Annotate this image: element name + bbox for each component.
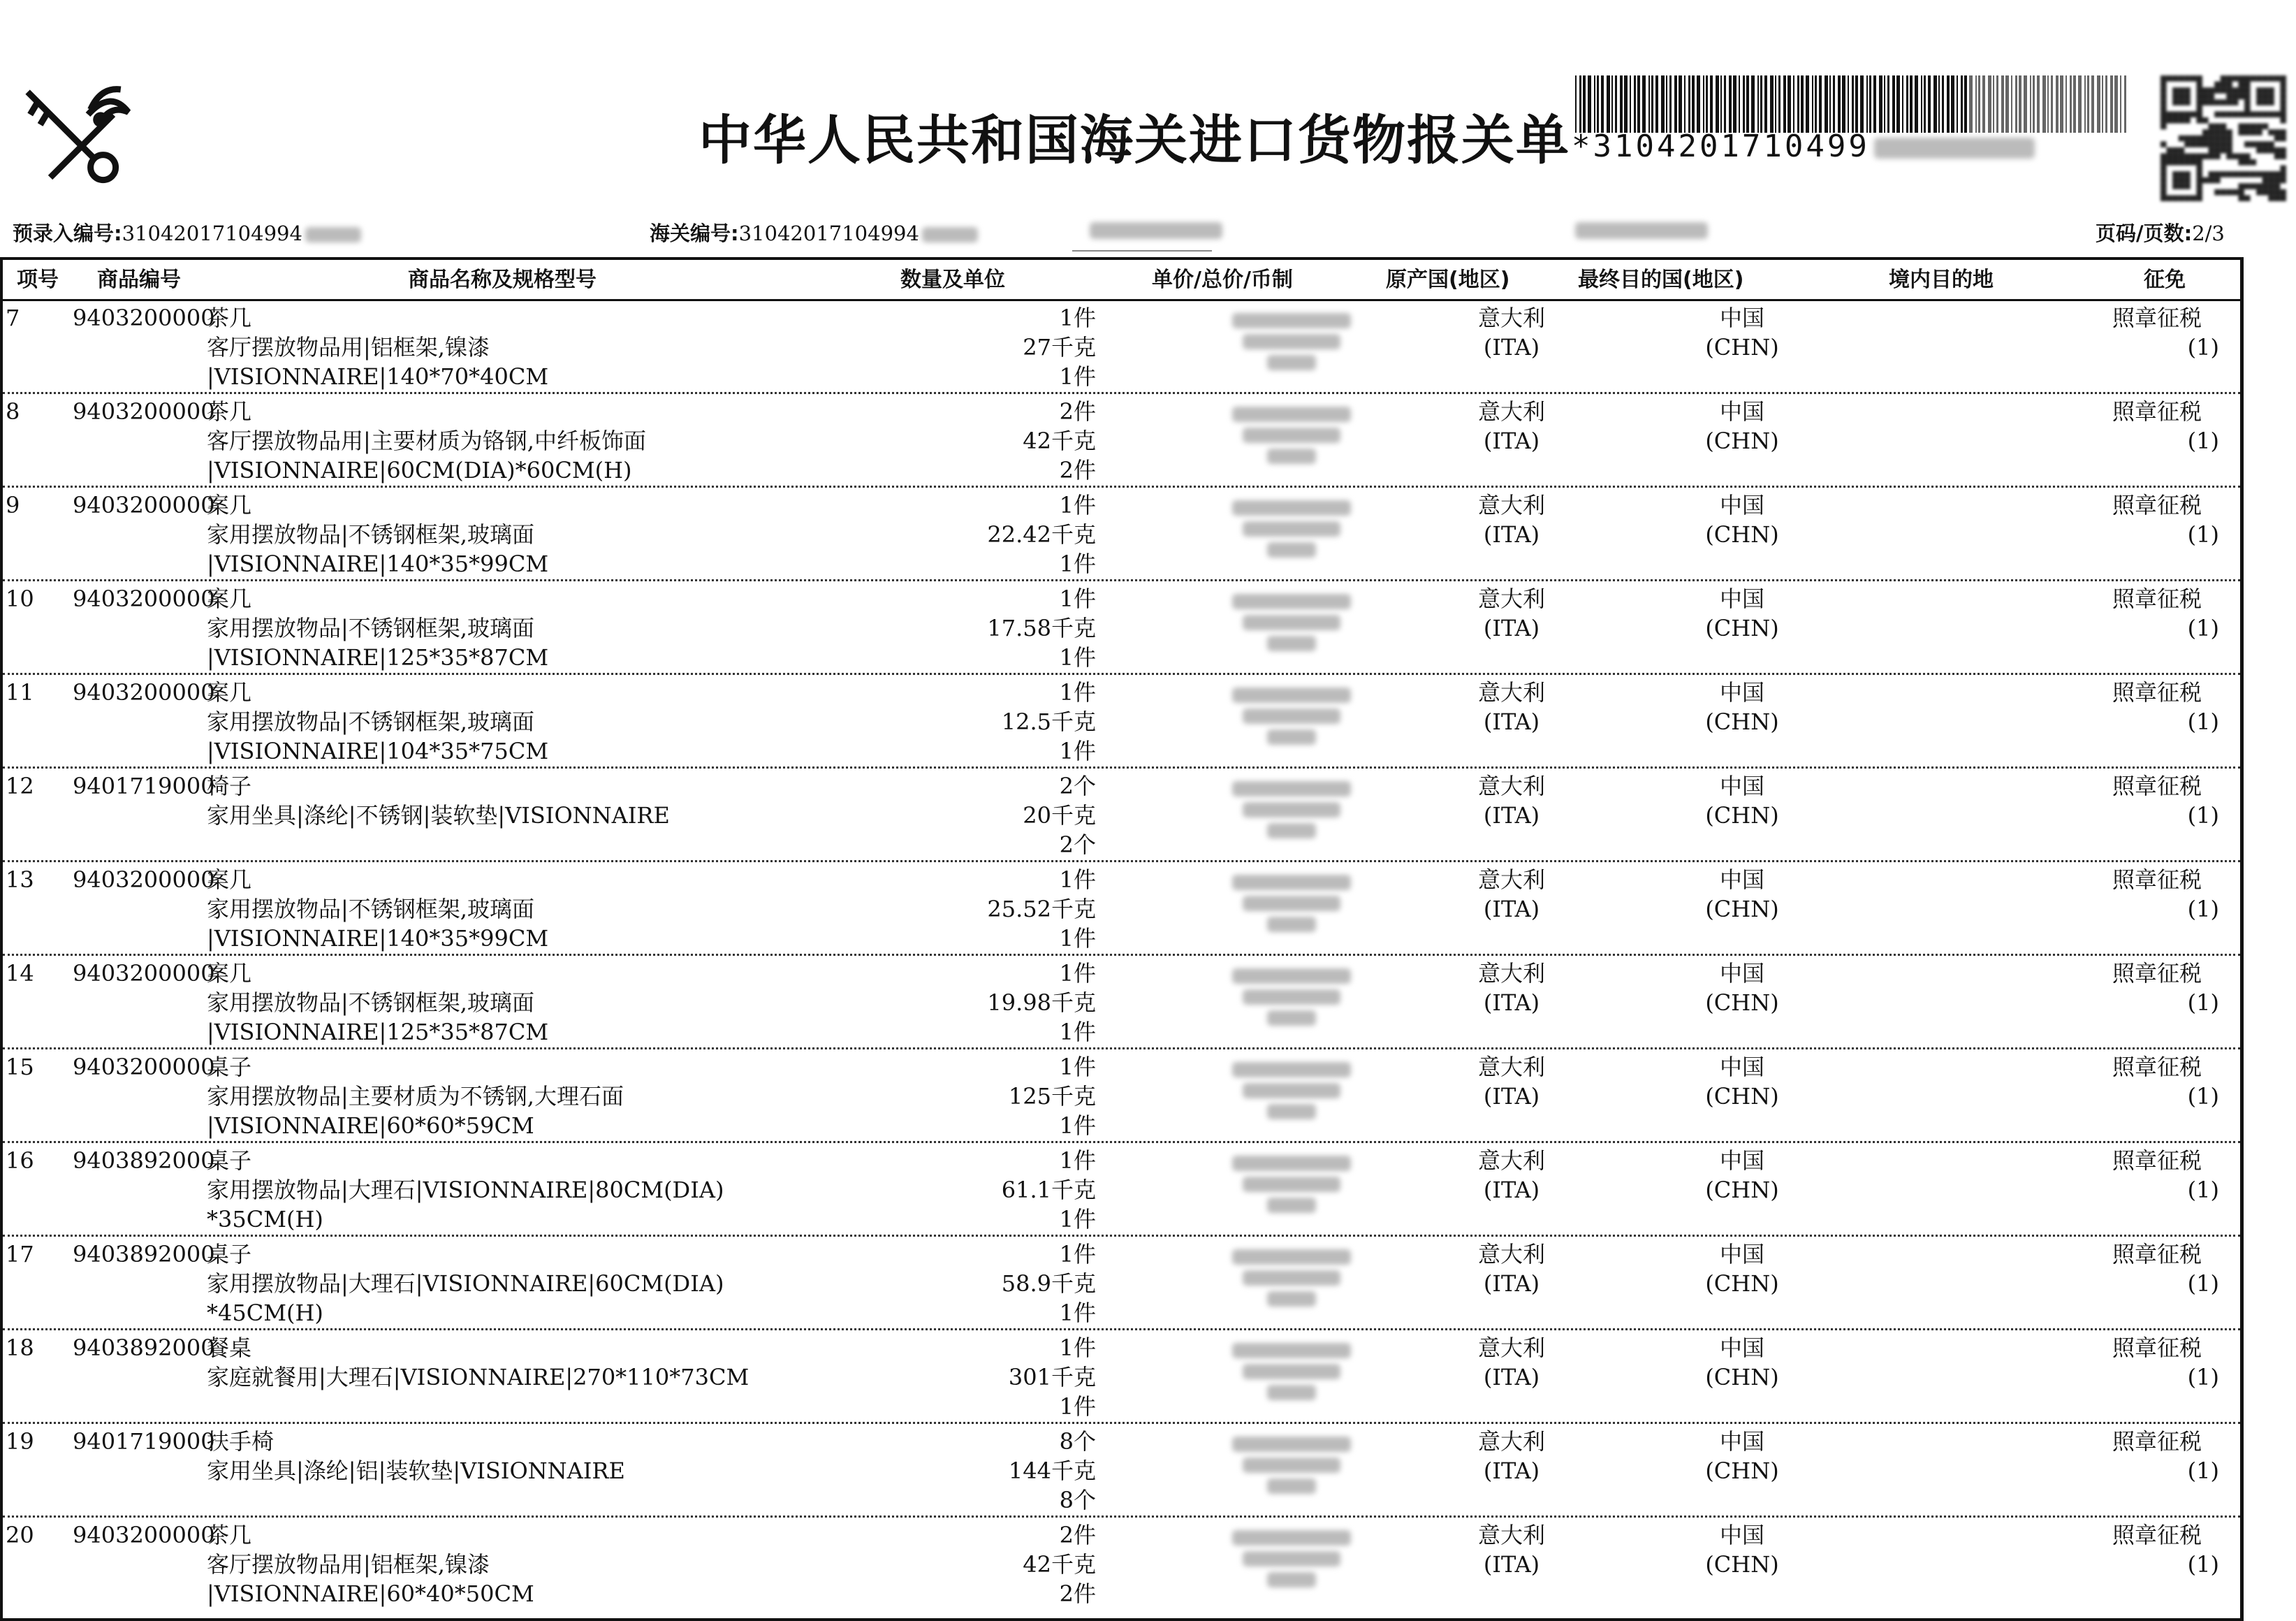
destination-country: 中国	[1719, 305, 1764, 331]
tax-code: (1)	[2187, 428, 2219, 454]
commodity-code: 9403200000	[73, 1522, 215, 1548]
redacted-price	[1211, 307, 1372, 370]
origin-country: 意大利	[1477, 866, 1545, 893]
page-indicator: 页码/页数:2/3	[2096, 221, 2225, 245]
tax-mode: 照章征税	[2112, 305, 2202, 331]
origin-code: (ITA)	[1483, 1083, 1540, 1110]
commodity-name: 案几	[207, 960, 252, 987]
commodity-code: 9401719000	[73, 1428, 215, 1455]
redacted-price	[1211, 682, 1372, 745]
tax-mode: 照章征税	[2112, 1054, 2202, 1080]
quantity-legal: 1件	[1059, 1300, 1096, 1326]
table-row	[3, 1330, 2240, 1424]
tax-code: (1)	[2187, 708, 2219, 735]
item-number: 9	[6, 492, 20, 518]
commodity-name: 椅子	[207, 773, 252, 799]
origin-code: (ITA)	[1483, 708, 1540, 735]
quantity-weight: 19.98千克	[987, 989, 1096, 1016]
quantity-declared: 1件	[1059, 1054, 1096, 1080]
origin-country: 意大利	[1477, 1241, 1545, 1267]
origin-code: (ITA)	[1483, 428, 1540, 454]
goods-table	[0, 257, 2244, 1621]
destination-code: (CHN)	[1705, 521, 1779, 548]
commodity-name: 扶手椅	[207, 1428, 275, 1455]
quantity-legal: 1件	[1059, 363, 1096, 390]
specification: 家用摆放物品|大理石|VISIONNAIRE|60CM(DIA)	[207, 1270, 724, 1297]
destination-country: 中国	[1719, 1054, 1764, 1080]
quantity-declared: 1件	[1059, 492, 1096, 518]
quantity-legal: 1件	[1059, 551, 1096, 577]
quantity-weight: 301千克	[1008, 1364, 1096, 1390]
header-destination: 最终目的国(地区)	[1578, 268, 1744, 292]
specification: 家用摆放物品|不锈钢框架,玻璃面	[207, 708, 534, 735]
origin-country: 意大利	[1477, 773, 1545, 799]
specification-cont: |VISIONNAIRE|140*35*99CM	[207, 551, 549, 577]
quantity-legal: 2件	[1059, 457, 1096, 484]
origin-country: 意大利	[1477, 1522, 1545, 1548]
table-row	[3, 1237, 2240, 1330]
redacted-price	[1211, 776, 1372, 838]
item-number: 7	[6, 305, 20, 331]
commodity-code: 9403200000	[73, 1054, 215, 1080]
redacted-price	[1211, 1244, 1372, 1307]
tax-code: (1)	[2187, 1551, 2219, 1578]
tax-code: (1)	[2187, 1364, 2219, 1390]
item-number: 19	[6, 1428, 34, 1455]
redacted-price	[1211, 588, 1372, 651]
commodity-code: 9403200000	[73, 492, 215, 518]
tax-mode: 照章征税	[2112, 960, 2202, 987]
quantity-weight: 42千克	[1023, 428, 1096, 454]
header-description: 商品名称及规格型号	[408, 268, 597, 292]
destination-country: 中国	[1719, 586, 1764, 612]
specification: 家用坐具|涤纶|铝|装软垫|VISIONNAIRE	[207, 1458, 625, 1484]
qr-code	[2160, 75, 2286, 201]
origin-code: (ITA)	[1483, 1458, 1540, 1484]
origin-country: 意大利	[1477, 1428, 1545, 1455]
destination-country: 中国	[1719, 1428, 1764, 1455]
tax-code: (1)	[2187, 896, 2219, 922]
specification: 家用摆放物品|不锈钢框架,玻璃面	[207, 896, 534, 922]
redacted-price	[1211, 1337, 1372, 1400]
tax-code: (1)	[2187, 989, 2219, 1016]
destination-code: (CHN)	[1705, 989, 1779, 1016]
tax-mode: 照章征税	[2112, 586, 2202, 612]
quantity-declared: 1件	[1059, 960, 1096, 987]
customs-number: 海关编号:31042017104994	[650, 218, 978, 247]
specification: 客厅摆放物品用|铝框架,镍漆	[207, 334, 490, 361]
quantity-legal: 1件	[1059, 1112, 1096, 1139]
redacted-price	[1211, 401, 1372, 464]
origin-code: (ITA)	[1483, 989, 1540, 1016]
destination-country: 中国	[1719, 866, 1764, 893]
origin-country: 意大利	[1477, 305, 1545, 331]
origin-code: (ITA)	[1483, 896, 1540, 922]
origin-country: 意大利	[1477, 960, 1545, 987]
table-header	[3, 260, 2240, 301]
quantity-declared: 2个	[1059, 773, 1096, 799]
commodity-code: 9403892000	[73, 1241, 215, 1267]
quantity-declared: 1件	[1059, 305, 1096, 331]
barcode	[1575, 75, 2127, 133]
origin-code: (ITA)	[1483, 1551, 1540, 1578]
destination-country: 中国	[1719, 1522, 1764, 1548]
redacted-port	[1090, 222, 1222, 239]
destination-country: 中国	[1719, 1147, 1764, 1174]
item-number: 10	[6, 586, 34, 612]
commodity-code: 9403892000	[73, 1335, 215, 1361]
destination-code: (CHN)	[1705, 1458, 1779, 1484]
tax-code: (1)	[2187, 334, 2219, 361]
quantity-weight: 25.52千克	[987, 896, 1096, 922]
header-origin: 原产国(地区)	[1386, 268, 1510, 292]
quantity-weight: 20千克	[1023, 802, 1096, 829]
commodity-code: 9403200000	[73, 960, 215, 987]
destination-country: 中国	[1719, 492, 1764, 518]
item-number: 11	[6, 679, 34, 706]
tax-mode: 照章征税	[2112, 1147, 2202, 1174]
quantity-legal: 1件	[1059, 1019, 1096, 1045]
commodity-code: 9403200000	[73, 305, 215, 331]
commodity-code: 9403200000	[73, 398, 215, 425]
destination-code: (CHN)	[1705, 1177, 1779, 1203]
table-row	[3, 300, 2240, 394]
redacted-price	[1211, 963, 1372, 1026]
origin-country: 意大利	[1477, 492, 1545, 518]
tax-mode: 照章征税	[2112, 1428, 2202, 1455]
quantity-legal: 2件	[1059, 1580, 1096, 1607]
table-row	[3, 488, 2240, 581]
header-price: 单价/总价/币制	[1152, 268, 1293, 292]
item-number: 17	[6, 1241, 34, 1267]
destination-code: (CHN)	[1705, 1083, 1779, 1110]
origin-code: (ITA)	[1483, 1270, 1540, 1297]
header-quantity: 数量及单位	[900, 268, 1005, 292]
specification-cont: *45CM(H)	[207, 1300, 323, 1326]
header-domestic-destination: 境内目的地	[1889, 268, 1994, 292]
specification: 家庭就餐用|大理石|VISIONNAIRE|270*110*73CM	[207, 1364, 750, 1390]
commodity-name: 桌子	[207, 1054, 252, 1080]
tax-code: (1)	[2187, 1270, 2219, 1297]
commodity-code: 9401719000	[73, 773, 215, 799]
commodity-name: 案几	[207, 586, 252, 612]
tax-mode: 照章征税	[2112, 1522, 2202, 1548]
quantity-weight: 27千克	[1023, 334, 1096, 361]
origin-code: (ITA)	[1483, 521, 1540, 548]
commodity-name: 案几	[207, 492, 252, 518]
quantity-weight: 22.42千克	[987, 521, 1096, 548]
table-row	[3, 1143, 2240, 1237]
table-row	[3, 394, 2240, 488]
origin-code: (ITA)	[1483, 334, 1540, 361]
specification-cont: |VISIONNAIRE|125*35*87CM	[207, 1019, 549, 1045]
specification: 家用摆放物品|大理石|VISIONNAIRE|80CM(DIA)	[207, 1177, 724, 1203]
quantity-legal: 1件	[1059, 644, 1096, 671]
quantity-weight: 58.9千克	[1001, 1270, 1096, 1297]
header-tax: 征免	[2144, 268, 2186, 292]
redacted-price	[1211, 869, 1372, 932]
quantity-legal: 8个	[1059, 1487, 1096, 1513]
quantity-legal: 1件	[1059, 1393, 1096, 1420]
destination-country: 中国	[1719, 1241, 1764, 1267]
commodity-code: 9403200000	[73, 679, 215, 706]
commodity-name: 桌子	[207, 1241, 252, 1267]
commodity-name: 案几	[207, 866, 252, 893]
quantity-declared: 2件	[1059, 398, 1096, 425]
destination-code: (CHN)	[1705, 1270, 1779, 1297]
quantity-declared: 1件	[1059, 1147, 1096, 1174]
specification: 家用摆放物品|不锈钢框架,玻璃面	[207, 615, 534, 641]
destination-code: (CHN)	[1705, 708, 1779, 735]
quantity-legal: 1件	[1059, 925, 1096, 952]
origin-country: 意大利	[1477, 586, 1545, 612]
commodity-name: 桌子	[207, 1147, 252, 1174]
item-number: 14	[6, 960, 34, 987]
table-row	[3, 1424, 2240, 1518]
quantity-weight: 61.1千克	[1001, 1177, 1096, 1203]
destination-code: (CHN)	[1705, 802, 1779, 829]
quantity-weight: 42千克	[1023, 1551, 1096, 1578]
quantity-declared: 8个	[1059, 1428, 1096, 1455]
quantity-declared: 1件	[1059, 1335, 1096, 1361]
tax-mode: 照章征税	[2112, 1335, 2202, 1361]
tax-code: (1)	[2187, 802, 2219, 829]
destination-code: (CHN)	[1705, 1551, 1779, 1578]
origin-country: 意大利	[1477, 679, 1545, 706]
origin-country: 意大利	[1477, 398, 1545, 425]
tax-mode: 照章征税	[2112, 1241, 2202, 1267]
specification-cont: |VISIONNAIRE|104*35*75CM	[207, 738, 549, 764]
redacted-price	[1211, 1431, 1372, 1494]
tax-code: (1)	[2187, 1083, 2219, 1110]
quantity-declared: 1件	[1059, 586, 1096, 612]
header-commodity-code: 商品编号	[97, 268, 181, 292]
specification: 客厅摆放物品用|主要材质为铬钢,中纤板饰面	[207, 428, 646, 454]
commodity-name: 茶几	[207, 305, 252, 331]
quantity-declared: 2件	[1059, 1522, 1096, 1548]
item-number: 15	[6, 1054, 34, 1080]
redacted-field	[1575, 222, 1708, 239]
item-number: 16	[6, 1147, 34, 1174]
commodity-name: 茶几	[207, 398, 252, 425]
destination-code: (CHN)	[1705, 428, 1779, 454]
destination-country: 中国	[1719, 398, 1764, 425]
specification-cont: |VISIONNAIRE|125*35*87CM	[207, 644, 549, 671]
destination-country: 中国	[1719, 773, 1764, 799]
divider	[1072, 250, 1212, 252]
header-item-no: 项号	[17, 268, 59, 292]
destination-country: 中国	[1719, 1335, 1764, 1361]
redacted-price	[1211, 1056, 1372, 1119]
quantity-weight: 12.5千克	[1001, 708, 1096, 735]
specification: 家用摆放物品|不锈钢框架,玻璃面	[207, 521, 534, 548]
specification-cont: |VISIONNAIRE|60*60*59CM	[207, 1112, 534, 1139]
destination-country: 中国	[1719, 679, 1764, 706]
tax-mode: 照章征税	[2112, 398, 2202, 425]
commodity-code: 9403200000	[73, 866, 215, 893]
quantity-declared: 1件	[1059, 866, 1096, 893]
origin-country: 意大利	[1477, 1054, 1545, 1080]
redacted-price	[1211, 1150, 1372, 1213]
item-number: 8	[6, 398, 20, 425]
quantity-weight: 125千克	[1008, 1083, 1096, 1110]
origin-code: (ITA)	[1483, 1177, 1540, 1203]
table-row	[3, 581, 2240, 675]
quantity-declared: 1件	[1059, 679, 1096, 706]
origin-country: 意大利	[1477, 1335, 1545, 1361]
specification-cont: |VISIONNAIRE|140*35*99CM	[207, 925, 549, 952]
quantity-legal: 2个	[1059, 831, 1096, 858]
quantity-declared: 1件	[1059, 1241, 1096, 1267]
tax-code: (1)	[2187, 1458, 2219, 1484]
specification-cont: *35CM(H)	[207, 1206, 323, 1233]
table-row	[3, 862, 2240, 956]
barcode-text: *3104201710499	[1572, 129, 2035, 164]
table-row	[3, 956, 2240, 1049]
origin-code: (ITA)	[1483, 1364, 1540, 1390]
tax-mode: 照章征税	[2112, 679, 2202, 706]
redacted-price	[1211, 495, 1372, 558]
specification: 家用摆放物品|主要材质为不锈钢,大理石面	[207, 1083, 624, 1110]
specification: 家用摆放物品|不锈钢框架,玻璃面	[207, 989, 534, 1016]
destination-code: (CHN)	[1705, 615, 1779, 641]
destination-country: 中国	[1719, 960, 1764, 987]
destination-code: (CHN)	[1705, 334, 1779, 361]
item-number: 13	[6, 866, 34, 893]
commodity-code: 9403200000	[73, 586, 215, 612]
table-row	[3, 769, 2240, 862]
redacted-price	[1211, 1525, 1372, 1587]
table-row	[3, 1049, 2240, 1143]
commodity-name: 案几	[207, 679, 252, 706]
pre-entry-number: 预录入编号:31042017104994	[13, 218, 361, 247]
quantity-weight: 144千克	[1008, 1458, 1096, 1484]
origin-country: 意大利	[1477, 1147, 1545, 1174]
table-row	[3, 1518, 2240, 1611]
specification-cont: |VISIONNAIRE|60*40*50CM	[207, 1580, 534, 1607]
item-number: 18	[6, 1335, 34, 1361]
customs-emblem-icon	[13, 77, 138, 203]
tax-mode: 照章征税	[2112, 492, 2202, 518]
commodity-name: 茶几	[207, 1522, 252, 1548]
item-number: 12	[6, 773, 34, 799]
specification-cont: |VISIONNAIRE|60CM(DIA)*60CM(H)	[207, 457, 632, 484]
destination-code: (CHN)	[1705, 896, 1779, 922]
specification: 家用坐具|涤纶|不锈钢|装软垫|VISIONNAIRE	[207, 802, 670, 829]
tax-code: (1)	[2187, 615, 2219, 641]
specification: 客厅摆放物品用|铝框架,镍漆	[207, 1551, 490, 1578]
page-title: 中华人民共和国海关进口货物报关单	[699, 109, 1570, 171]
commodity-name: 餐桌	[207, 1335, 252, 1361]
tax-code: (1)	[2187, 521, 2219, 548]
table-row	[3, 675, 2240, 769]
item-number: 20	[6, 1522, 34, 1548]
origin-code: (ITA)	[1483, 615, 1540, 641]
quantity-weight: 17.58千克	[987, 615, 1096, 641]
tax-code: (1)	[2187, 1177, 2219, 1203]
tax-mode: 照章征税	[2112, 773, 2202, 799]
origin-code: (ITA)	[1483, 802, 1540, 829]
specification-cont: |VISIONNAIRE|140*70*40CM	[207, 363, 549, 390]
quantity-legal: 1件	[1059, 738, 1096, 764]
destination-code: (CHN)	[1705, 1364, 1779, 1390]
commodity-code: 9403892000	[73, 1147, 215, 1174]
tax-mode: 照章征税	[2112, 866, 2202, 893]
quantity-legal: 1件	[1059, 1206, 1096, 1233]
